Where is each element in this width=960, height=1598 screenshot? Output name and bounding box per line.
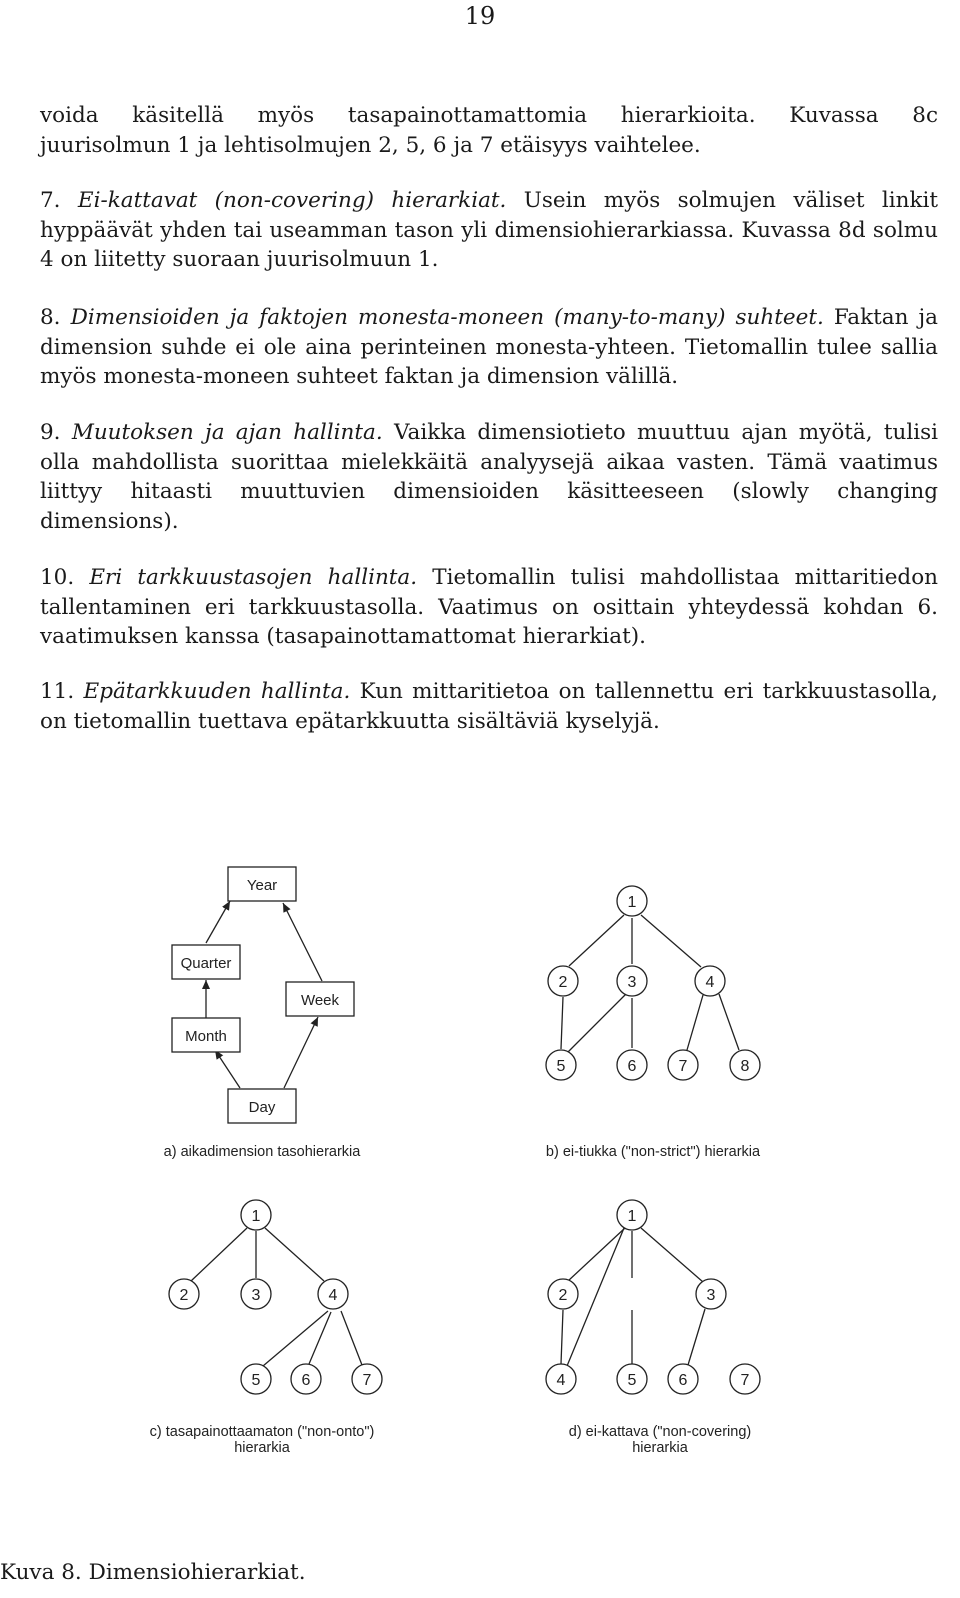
item-text: Faktan ja dimension suhde ei ole aina perinteinen monesta-yhteen. Tietomallin tulee sallia myös monesta-moneen suhteet faktan ja dimension välillä.	[40, 305, 938, 389]
node-label: 5	[251, 1372, 261, 1389]
figure-caption: Kuva 8. Dimensiohierarkiat.	[0, 1560, 306, 1585]
node-label: 2	[558, 1287, 568, 1304]
node-label: 6	[678, 1372, 688, 1389]
node-label: 1	[251, 1208, 261, 1225]
item-text: Usein myös solmujen väliset linkit hyppäävät yhden tai useamman tason yli dimensiohierarkiassa. Kuvassa 8d solmu 4 on liitetty suoraan juurisolmuun 1.	[40, 188, 938, 272]
figure-d-caption-line-2: hierarkia	[632, 1440, 688, 1456]
item-text: Tietomallin tulisi mahdollistaa mittaritiedon tallentaminen eri tarkkuustasolla. Vaatimus on osittain yhteydessä kohdan 6. vaatimuksen kanssa (tasapainottamattomat hierarkiat).	[40, 565, 938, 649]
figure-a-caption: a) aikadimension tasohierarkia	[163, 1144, 361, 1160]
item-number: 7.	[40, 188, 61, 213]
node-year-label: Year	[246, 877, 278, 894]
item-number: 11.	[40, 679, 75, 704]
edge-quarter-year	[206, 901, 230, 943]
item-term: Ei-kattavat (non-covering) hierarkiat.	[77, 188, 507, 213]
node-label: 5	[556, 1058, 566, 1075]
figure-d-caption-line-1: d) ei-kattava ("non-covering)	[568, 1424, 752, 1440]
figure-c-caption-line-1: c) tasapainottaamaton ("non-onto")	[149, 1424, 375, 1440]
item-text: Vaikka dimensiotieto muuttuu ajan myötä, tulisi olla mahdollista suorittaa mielekkäitä analyysejä aikaa vasten. Tämä vaatimus liittyy hitaasti muuttuvien dimensioiden käsitteeseen (slowly changing dimensions).	[40, 420, 938, 534]
edge-week-year	[283, 903, 322, 981]
page-number: 19	[464, 2, 496, 30]
item-term: Muutoksen ja ajan hallinta.	[71, 420, 383, 445]
figure-a-nodes	[164, 867, 362, 1160]
node-label: 3	[251, 1287, 261, 1304]
edge-day-month	[215, 1050, 240, 1088]
intro-line-2: juurisolmun 1 ja lehtisolmujen 2, 5, 6 ja 7 etäisyys vaihtelee.	[40, 132, 701, 158]
figure-c-caption-line-2: hierarkia	[234, 1440, 290, 1456]
node-label: 5	[627, 1372, 637, 1389]
node-label: 8	[740, 1058, 750, 1075]
node-quarter-label: Quarter	[180, 955, 232, 972]
node-label: 7	[678, 1058, 688, 1075]
node-label: 6	[627, 1058, 637, 1075]
intro-line-1: voida käsitellä myös tasapainottamattomia hierarkioita. Kuvassa 8c	[40, 103, 938, 128]
node-day-label: Day	[248, 1099, 276, 1116]
item-number: 8.	[40, 305, 61, 330]
node-label: 1	[627, 894, 637, 911]
figure-b-caption: b) ei-tiukka ("non-strict") hierarkia	[545, 1144, 761, 1160]
node-label: 6	[301, 1372, 311, 1389]
item-text: Kun mittaritietoa on tallennettu eri tarkkuustasolla, on tietomallin tuettava epätarkkuutta sisältäviä kyselyjä.	[40, 679, 938, 734]
edge-day-week	[284, 1017, 318, 1088]
figure-d-edges	[558, 1228, 705, 1366]
node-label: 3	[706, 1287, 716, 1304]
node-label: 7	[740, 1372, 750, 1389]
item-term: Dimensioiden ja faktojen monesta-moneen (many-to-many) suhteet.	[70, 305, 824, 330]
node-month-label: Month	[185, 1028, 227, 1045]
node-week-label: Week	[300, 992, 340, 1009]
node-label: 4	[328, 1287, 338, 1304]
node-label: 7	[362, 1372, 372, 1389]
node-label: 3	[627, 974, 637, 991]
item-term: Epätarkkuuden hallinta.	[83, 679, 351, 704]
node-label: 4	[556, 1372, 566, 1389]
item-term: Eri tarkkuustasojen hallinta.	[89, 565, 418, 590]
node-label: 2	[558, 974, 568, 991]
item-number: 10.	[40, 565, 75, 590]
item-number: 9.	[40, 420, 61, 445]
node-label: 1	[627, 1208, 637, 1225]
node-label: 2	[179, 1287, 189, 1304]
node-label: 4	[705, 974, 715, 991]
